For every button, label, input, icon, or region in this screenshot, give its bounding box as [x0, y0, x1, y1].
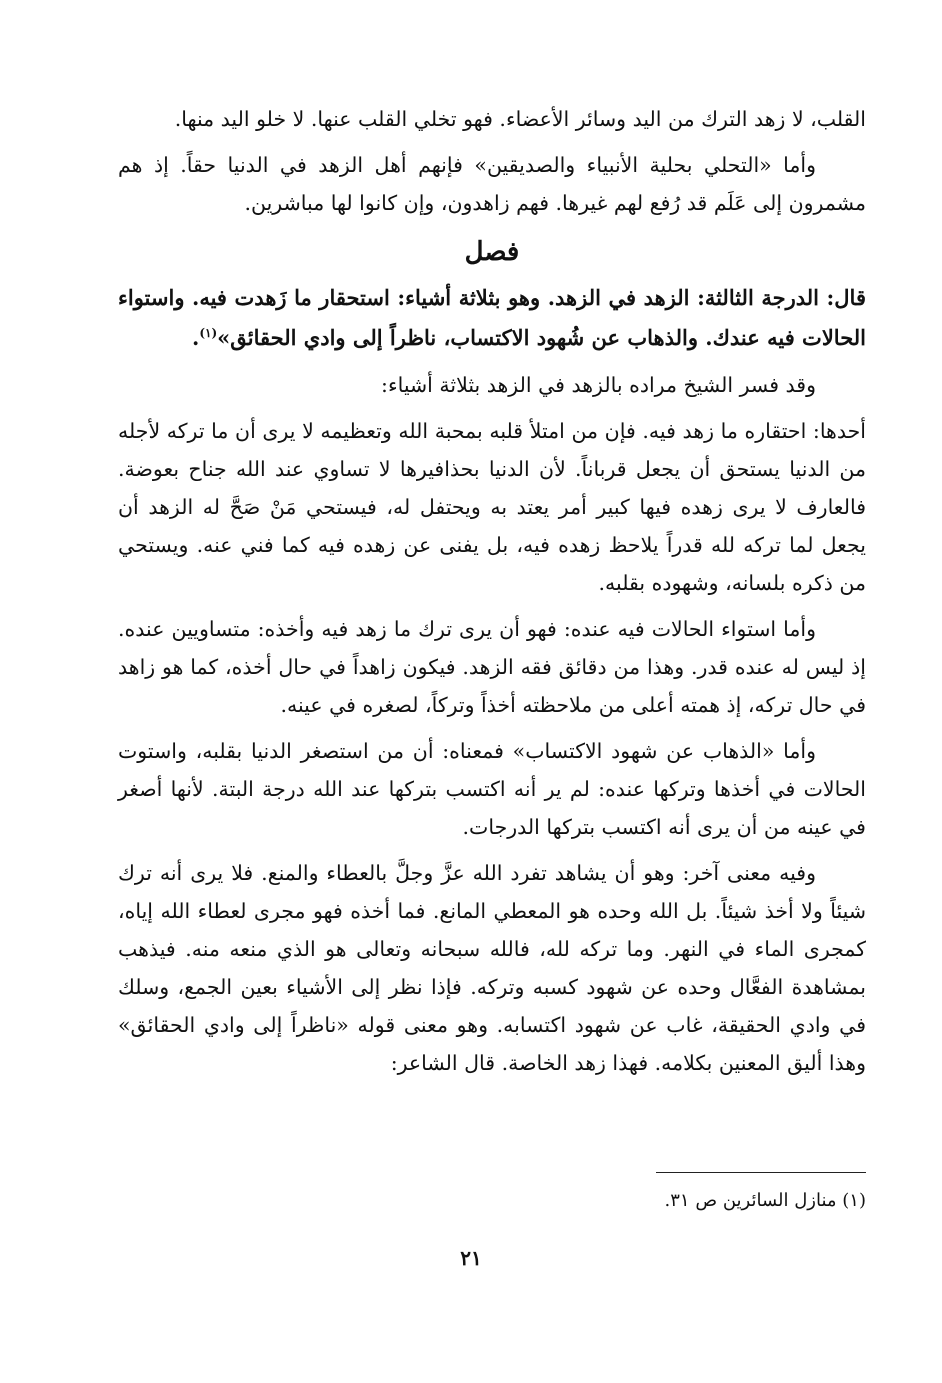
paragraph-7: وفيه معنى آخر: وهو أن يشاهد تفرد الله عزَّ وجلَّ بالعطاء والمنع. فلا يرى أنه ترك شيئاً ولا أخذ شيئاً. بل الله وحده هو المعطي المانع. فما أخذه فهو مجرى لعطاء الله إياه، كمجرى الماء في النهر. وما تركه لله، فالله سبحانه وتعالى هو الذي منعه منه. فيذهب بمشاهدة الفعَّال وحده عن شهود كسبه وتركه. فإذا نظر إلى الأشياء بعين الجمع، وسلك في وادي الحقيقة، غاب عن شهود اكتسابه. وهو معنى قوله «ناظراً إلى وادي الحقائق» وهذا أليق المعنين بكلامه. فهذا زهد الخاصة. قال الشاعر: — [118, 861, 866, 1075]
page-body — [118, 100, 866, 1090]
paragraph-5: وأما استواء الحالات فيه عنده: فهو أن يرى ترك ما زهد فيه وأخذه: متساويين عنده. إذ ليس له عنده قدر. وهذا من دقائق فقه الزهد. فيكون زاهداً في حال أخذه، كما هو زاهد في حال تركه، إذ همته أعلى من ملاحظته أخذاً وتركاً، لصغره في عينه. — [118, 617, 866, 717]
footnote-marker: (١) — [199, 326, 218, 340]
quoted-passage-end: . — [192, 325, 200, 350]
paragraph-1: القلب، لا زهد الترك من اليد وسائر الأعضاء. فهو تخلي القلب عنها. لا خلو اليد منها. — [174, 107, 866, 131]
quoted-passage-text: قال: الدرجة الثالثة: الزهد في الزهد. وهو بثلاثة أشياء: استحقار ما زَهدت فيه. واستواء الحالات فيه عندك. والذهاب عن شُهود الاكتساب، ناظراً إلى وادي الحقائق» — [118, 285, 866, 350]
paragraph-4: أحدها: احتقاره ما زهد فيه. فإن من امتلأ قلبه بمحبة الله وتعظيمه لا يرى أن ما تركه لأجله من الدنيا يستحق أن يجعل قرباناً. لأن الدنيا بحذافيرها لا تساوي عند الله جناح بعوضة. فالعارف لا يرى زهده فيها كبير أمر يعتد به ويحتفل له، فيستحي مَنْ صَحَّ له الزهد أن يجعل لما تركه لله قدراً يلاحظ زهده فيه، بل يفنى عن زهده فيه كما فني عنه. ويستحي من ذكره بلسانه، وشهوده بقلبه. — [118, 419, 866, 595]
footnote-divider — [656, 1172, 866, 1173]
page-number: ٢١ — [460, 1246, 482, 1270]
section-heading: فصل — [464, 237, 520, 267]
paragraph-3: وقد فسر الشيخ مراده بالزهد في الزهد بثلاثة أشياء: — [381, 373, 816, 397]
footnote: (١) منازل السائرين ص ٣١. — [664, 1190, 866, 1211]
paragraph-6: وأما «الذهاب عن شهود الاكتساب» فمعناه: أن من استصغر الدنيا بقلبه، واستوت الحالات في أخذها وتركها عنده: لم ير أنه اكتسب بتركها عند الله درجة البتة. لأنها أصغر في عينه من أن يرى أنه اكتسب بتركها الدرجات. — [118, 739, 866, 839]
quoted-passage — [118, 278, 866, 358]
paragraph-2: وأما «التحلي بحلية الأنبياء والصديقين» فإنهم أهل الزهد في الدنيا حقاً. إذ هم مشمرون إلى عَلَم قد رُفع لهم غيرها. فهم زاهدون، وإن كانوا لها مباشرين. — [118, 153, 866, 215]
